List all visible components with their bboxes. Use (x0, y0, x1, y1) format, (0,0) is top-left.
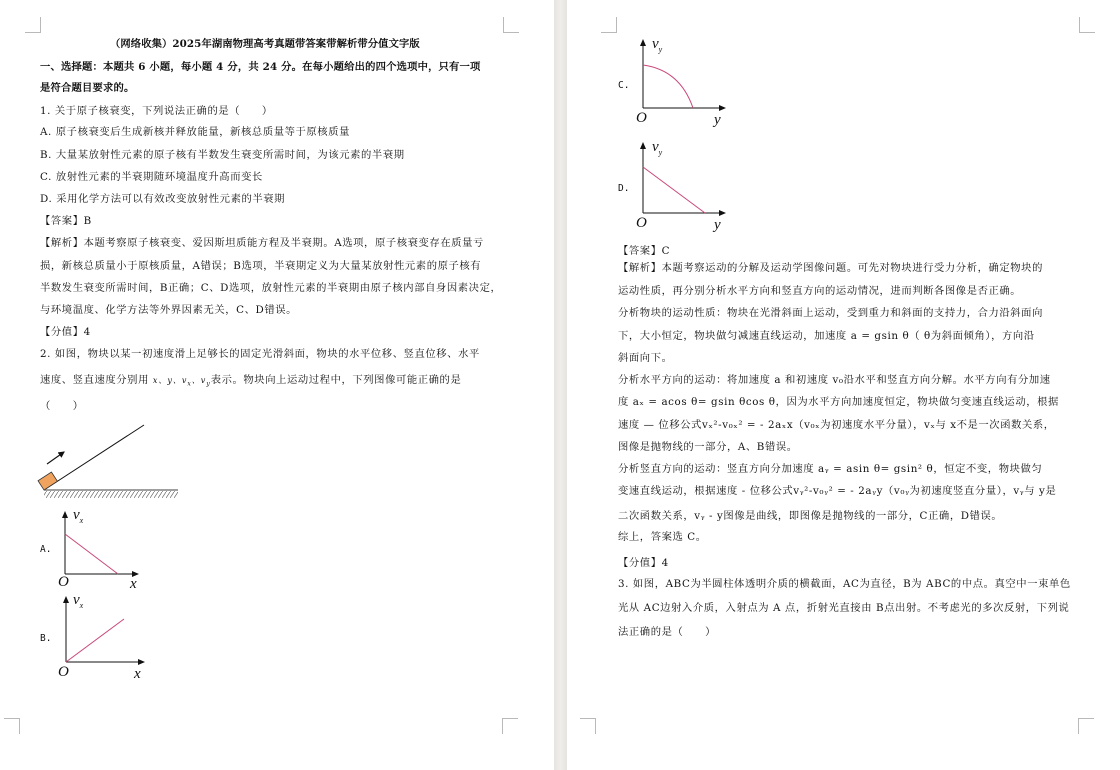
q1-analysis-line: 损，新核总质量小于原核质量，A错误；B选项，半衰期定义为大量某放射性元素的原子核有 (40, 260, 482, 272)
q2-option-d-label: D. (618, 183, 630, 194)
q2-analysis-line: 二次函数关系，vᵧ - y图像是曲线，即图像是抛物线的一部分，C正确，D错误。 (618, 510, 1003, 522)
q2-analysis-line: 下，大小恒定，物块做匀减速直线运动，加速度 a = gsin θ（ θ为斜面倾角），方向沿 (618, 330, 1035, 342)
corner-mark-bottom-left (580, 718, 596, 734)
q1-score: 【分值】4 (40, 326, 91, 338)
graph-a-origin: O (58, 574, 69, 590)
q2-option-c-label: C. (618, 80, 630, 91)
q2-score: 【分值】4 (618, 557, 669, 569)
q1-option-b: B. 大量某放射性元素的原子核有半数发生衰变所需时间，为该元素的半衰期 (40, 149, 405, 161)
q2-analysis-line: 分析竖直方向的运动：竖直方向分加速度 aᵧ = asin θ= gsin² θ，恒定不变，物块做匀 (618, 463, 1043, 475)
graph-b-x-label: x (134, 666, 141, 682)
q3-stem-line: 3. 如图，ABC为半圆柱体透明介质的横截面，AC为直径，B为 ABC的中点。真空中一束单色 (618, 578, 1071, 590)
graph-c-x-label: y (714, 112, 721, 128)
corner-mark-top-left (25, 17, 41, 33)
q2-analysis-line: 斜面向下。 (618, 352, 673, 364)
q1-analysis-line: 【解析】本题考察原子核衰变、爱因斯坦质能方程及半衰期。A选项，原子核衰变存在质量亏 (40, 237, 484, 249)
q3-stem-line: 光从 AC边射入介质，入射点为 A 点，折射光直接由 B点出射。不考虑光的多次反射，下列说 (618, 602, 1070, 614)
graph-b-y-label: $v_x$ (73, 592, 84, 610)
q2-option-b-label: B. (40, 633, 52, 644)
graph-d-origin: O (636, 215, 647, 231)
q2-option-a-label: A. (40, 544, 52, 555)
q2-analysis-line: 分析物块的运动性质：物块在光滑斜面上运动，受到重力和斜面的支持力，合力沿斜面向 (618, 307, 1043, 319)
q1-analysis-line: 半数发生衰变所需时间，B正确；C、D选项，放射性元素的半衰期由原子核内部自身因素决定， (40, 282, 502, 294)
graph-c-origin: O (636, 110, 647, 126)
q2-stem-line-1: 2. 如图，物块以某一初速度滑上足够长的固定光滑斜面，物块的水平位移、竖直位移、水平 (40, 348, 480, 360)
graph-d-x-label: y (714, 217, 721, 233)
q2-analysis-line: 分析水平方向的运动：将加速度 a 和初速度 v₀沿水平和竖直方向分解。水平方向有分加速 (618, 374, 1051, 386)
q1-option-d: D. 采用化学方法可以有效改变放射性元素的半衰期 (40, 193, 286, 205)
corner-mark-top-left (601, 17, 617, 33)
incline-diagram (42, 420, 182, 502)
q2-stem-text: 速度、竖直速度分别用 (40, 374, 153, 386)
corner-mark-bottom-right (502, 718, 518, 734)
q2-stem-text: 表示。物块向上运动过程中，下列图像可能正确的是 (210, 374, 462, 386)
graph-d-y-label: $v_y$ (652, 139, 663, 157)
graph-c-y-label: $v_y$ (652, 36, 663, 54)
q1-analysis-line: 与环境温度、化学方法等外界因素无关，C、D错误。 (40, 304, 298, 316)
q1-option-c: C. 放射性元素的半衰期随环境温度升高而变长 (40, 171, 263, 183)
q1-stem: 1. 关于原子核衰变，下列说法正确的是（ ） (40, 105, 273, 117)
graph-b-origin: O (58, 664, 69, 680)
q2-analysis-line: 速度 — 位移公式vₓ²-v₀ₓ² = - 2aₓx（v₀ₓ为初速度水平分量），vₓ与 x不是一次函数关系， (618, 419, 1055, 431)
document-title: （网络收集）2025年湖南物理高考真题带答案带解析带分值文字版 (110, 38, 420, 50)
q2-analysis-line: 度 aₓ = acos θ= gsin θcos θ，因为水平方向加速度恒定，物块做匀变速直线运动，根据 (618, 396, 1059, 408)
page-gutter (554, 0, 567, 770)
q2-analysis-line: 【解析】本题考察运动的分解及运动学图像问题。可先对物块进行受力分析，确定物块的 (618, 262, 1043, 274)
q2-stem-line-2 (40, 373, 461, 388)
q3-stem-line: 法正确的是（ ） (618, 626, 717, 638)
corner-mark-top-right (503, 17, 519, 33)
q2-stem-line-3: （ ） (40, 400, 84, 412)
graph-a-vx-vs-x (60, 510, 140, 580)
document-page-1 (0, 0, 554, 770)
graph-a-y-label: $v_x$ (73, 507, 84, 525)
q2-variables: x、y、$v_x$、$v_y$ (152, 376, 211, 388)
q2-analysis-line: 图像是抛物线的一部分，A、B错误。 (618, 441, 798, 453)
corner-mark-top-right (1079, 17, 1095, 33)
section-heading-line-2: 是符合题目要求的。 (40, 82, 135, 94)
section-heading-line-1: 一、选择题：本题共 6 小题，每小题 4 分，共 24 分。在每小题给出的四个选项中，只有一项 (40, 61, 481, 73)
q2-analysis-line: 运动性质，再分别分析水平方向和竖直方向的运动情况，进而判断各图像是否正确。 (618, 285, 1022, 297)
graph-a-x-label: x (130, 576, 137, 592)
q2-analysis-line: 综上，答案选 C。 (618, 531, 707, 543)
q2-answer: 【答案】C (618, 245, 671, 257)
q2-analysis-line: 变速直线运动，根据速度 - 位移公式vᵧ²-v₀ᵧ² = - 2aᵧy（v₀ᵧ为初速度竖直分量），vᵧ与 y是 (618, 485, 1057, 497)
q1-answer: 【答案】B (40, 215, 92, 227)
q1-option-a: A. 原子核衰变后生成新核并释放能量，新核总质量等于原核质量 (40, 126, 350, 138)
corner-mark-bottom-right (1078, 718, 1094, 734)
corner-mark-bottom-left (4, 718, 20, 734)
